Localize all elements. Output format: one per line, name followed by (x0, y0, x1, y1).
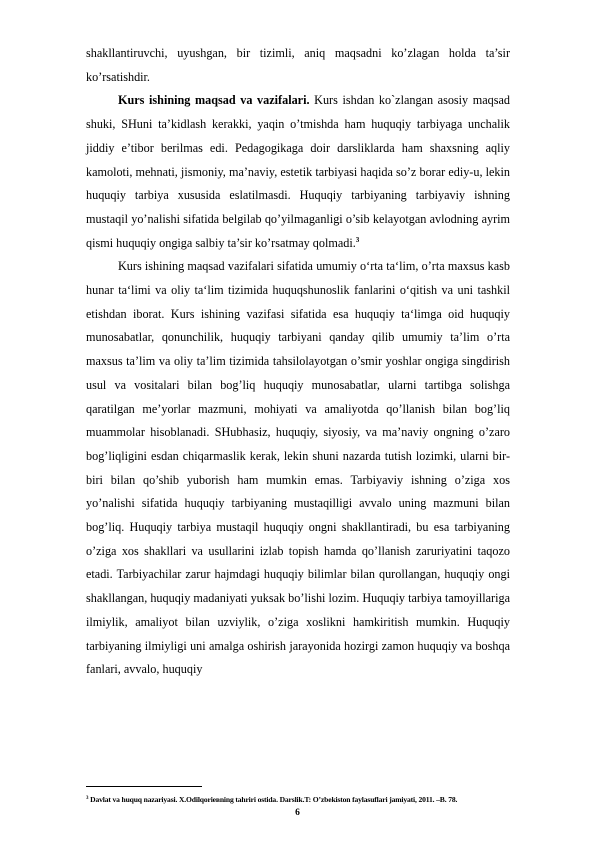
footnote (86, 795, 526, 805)
paragraph-text: Kurs ishdan ko`zlangan asosiy maqsad shuki, SHuni ta’kidlash kerakki, yaqin o’tmishda ham huquqiy tarbiyaga unchalik jiddiy e’tibor berilmas edi. Pedagogikaga doir darsliklarda ham shaxsning aqliy kamoloti, mehnati, jismoniy, ma’naviy, estetik tarbiyasi haqida so’z borar ediy-u, lekin huquqiy tarbiya xususida eslatilmasdi. Huquqiy tarbiyaning tarbiyaviy ishning mustaqil yo’nalishi sifatida belgilab qo’yilmaganligi o’sib kelayotgan avlodning ayrim qismi huquqiy ongiga salbiy ta’sir ko’rsatmay qolmadi. (86, 93, 511, 250)
footnote-marker: 3 (86, 796, 89, 801)
footnote-divider (86, 786, 202, 787)
page-number: 6 (295, 808, 300, 818)
footnote-text: Davlat va huquq nazariyasi. X.Odilqoriевning tahriri ostida. Darslik.T: O’zbekiston faylasuflari jamiyati, 2011. –B. 78. (88, 795, 458, 804)
paragraph-vazifalari: Kurs ishining maqsad vazifalari sifatida umumiy o‘rta ta‘lim, o’rta maxsus kasb hunar ta‘limi va oliy ta‘lim tizimida huquqshunoslik fanlarini o‘qitish va uni tashkil etishdan iborat. Kurs ishining vazifasi sifatida esa huquqiy ta‘limga oid huquqiy munosabatlar, qonunchilik, huquqiy tarbiyani qanday qilib umumiy ta’lim o’rta maxsus ta’lim va oliy ta’lim tizimida tahsilolayotgan o’smir yoshlar ongiga singdirish usul va vositalari bilan bog’liq huquqiy munosabatlar, ularni tartibga solishga qaratilgan me’yorlar mazmuni, mohiyati va amaliyotda qo’llanish bilan bog’liq muammolar hisoblanadi. SHubhasiz, huquqiy, siyosiy, va ma’naviy ongning o’zaro bog’liqligini esdan chiqarmaslik kerak, lekin shuni nazarda tutish lozimki, ularni bir-biri bilan qo’shib yuborish ham mumkin emas. Tarbiyaviy ishning o’ziga xos yo’nalishi sifatida huquqiy tarbiyaning mustaqilligi avvalo uning mazmuni bilan bog’liq. Huquqiy tarbiya mustaqil huquqiy ongni shakllantiradi, bu esa tarbiyaning o’ziga xos shakllari va usullarini izlab topish hamda qo’llanish zaruriyatini taqozo etadi. Tarbiyachilar zarur hajmdagi huquqiy bilimlar bilan qurollangan, huquqiy ongi shakllangan, huquqiy madaniyati yuksak bo’lishi lozim. Huquqiy tarbiya tamoyillariga ilmiylik, amaliyot bilan uzviylik, o’ziga xoslikni hamkiritish mumkin. Huquqiy tarbiyaning ilmiyligi uni amalga oshirish jarayonida hozirgi zamon huquqiy va boshqa fanlari, avvalo, huquqiy (86, 259, 510, 677)
footnote-reference[interactable]: 3 (355, 235, 360, 244)
paragraph-kurs-maqsadi (86, 89, 510, 255)
paragraph-continuation: shakllantiruvchi, uyushgan, bir tizimli, aniq maqsadni ko’zlagan holda ta’sir ko’rsatishdir. (86, 46, 510, 84)
section-heading: Kurs ishining maqsad va vazifalari. (118, 93, 310, 108)
document-body (86, 42, 510, 682)
